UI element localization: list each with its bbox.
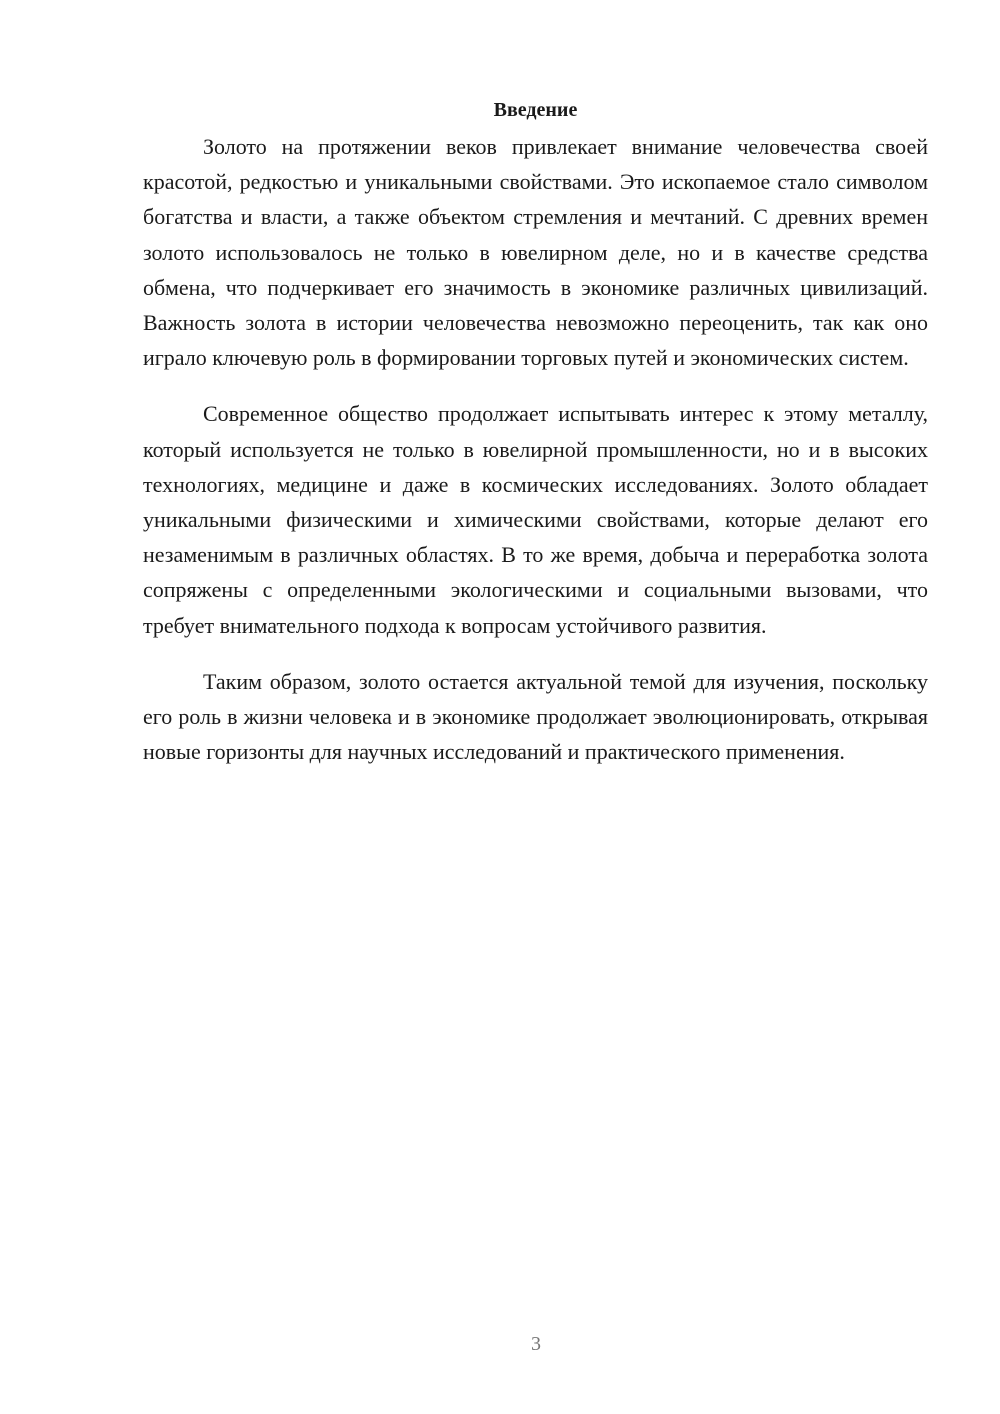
- paragraph-2: Современное общество продолжает испытывать интерес к этому металлу, который используется не только в ювелирной промышленности, но и в высоких технологиях, медицине и даже в космических исследованиях. Золото обладает уникальными физическими и химическими свойствами, которые делают его незаменимым в различных областях. В то же время, добыча и переработка золота сопряжены с определенными экологическими и социальными вызовами, что требует внимательного подхода к вопросам устойчивого развития.: [143, 401, 928, 638]
- paragraph-3: Таким образом, золото остается актуальной темой для изучения, поскольку его роль в жизни человека и в экономике продолжает эволюционировать, открывая новые горизонты для научных исследований и практического применения.: [143, 668, 928, 765]
- section-title: Введение: [493, 99, 578, 121]
- paragraph-1: Золото на протяжении веков привлекает внимание человечества своей красотой, редкостью и уникальными свойствами. Это ископаемое стало символом богатства и власти, а также объектом стремления и мечтаний. С древних времен золото использовалось не только в ювелирном деле, но и в качестве средства обмена, что подчеркивает его значимость в экономике различных цивилизаций. Важность золота в истории человечества невозможно переоценить, так как оно играло ключевую роль в формировании торговых путей и экономических систем.: [143, 134, 928, 371]
- document-page: [143, 95, 928, 769]
- page-number: 3: [531, 1333, 541, 1355]
